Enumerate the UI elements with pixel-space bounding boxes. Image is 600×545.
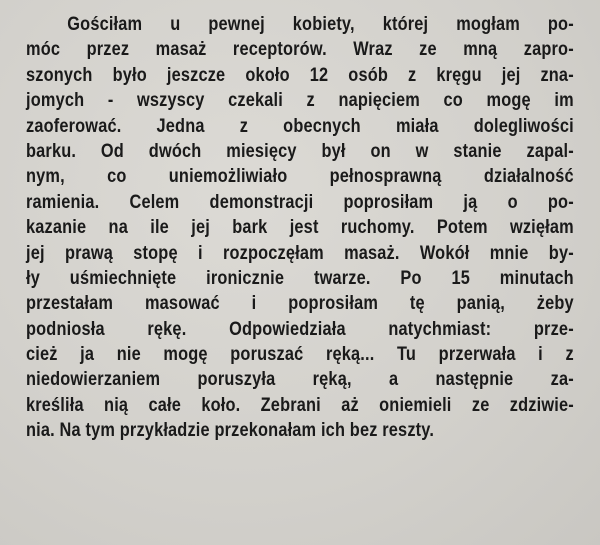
text-line: zaoferować. Jedna z obecnych miała dolegliwości <box>26 115 574 137</box>
text-line: móc przez masaż receptorów. Wraz ze mną zapro- <box>26 39 574 61</box>
text-line: jomych - wszyscy czekali z napięciem co mogę im <box>26 90 574 112</box>
text-line: cież ja nie mogę poruszać ręką... Tu przerwała i z <box>26 344 574 366</box>
text-line: nym, co uniemożliwiało pełnosprawną działalność <box>26 166 574 188</box>
text-line: kazanie na ile jej bark jest ruchomy. Potem wzięłam <box>26 217 574 239</box>
text-line: ły uśmiechnięte ironicznie twarze. Po 15 minutach <box>26 267 574 289</box>
text-line: barku. Od dwóch miesięcy był on w stanie zapal- <box>26 140 574 162</box>
text-line: niedowierzaniem poruszyła ręką, a następnie za- <box>26 369 574 391</box>
text-line: podniosła rękę. Odpowiedziała natychmiast: prze- <box>26 318 574 340</box>
text-line: kreśliła nią całe koło. Zebrani aż oniemieli ze zdziwie- <box>26 394 574 416</box>
text-line: przestałam masować i poprosiłam tę panią, żeby <box>26 293 574 315</box>
text-line: szonych było jeszcze około 12 osób z kręgu jej zna- <box>26 64 574 86</box>
text-line: jej prawą stopę i rozpoczęłam masaż. Wokół mnie by- <box>26 242 574 264</box>
text-line: Gościłam u pewnej kobiety, której mogłam po- <box>67 14 574 35</box>
text-line: ramienia. Celem demonstracji poprosiłam ją o po- <box>26 191 574 213</box>
text-line: nia. Na tym przykładzie przekonałam ich bez reszty. <box>26 420 435 442</box>
body-paragraph <box>26 12 574 444</box>
